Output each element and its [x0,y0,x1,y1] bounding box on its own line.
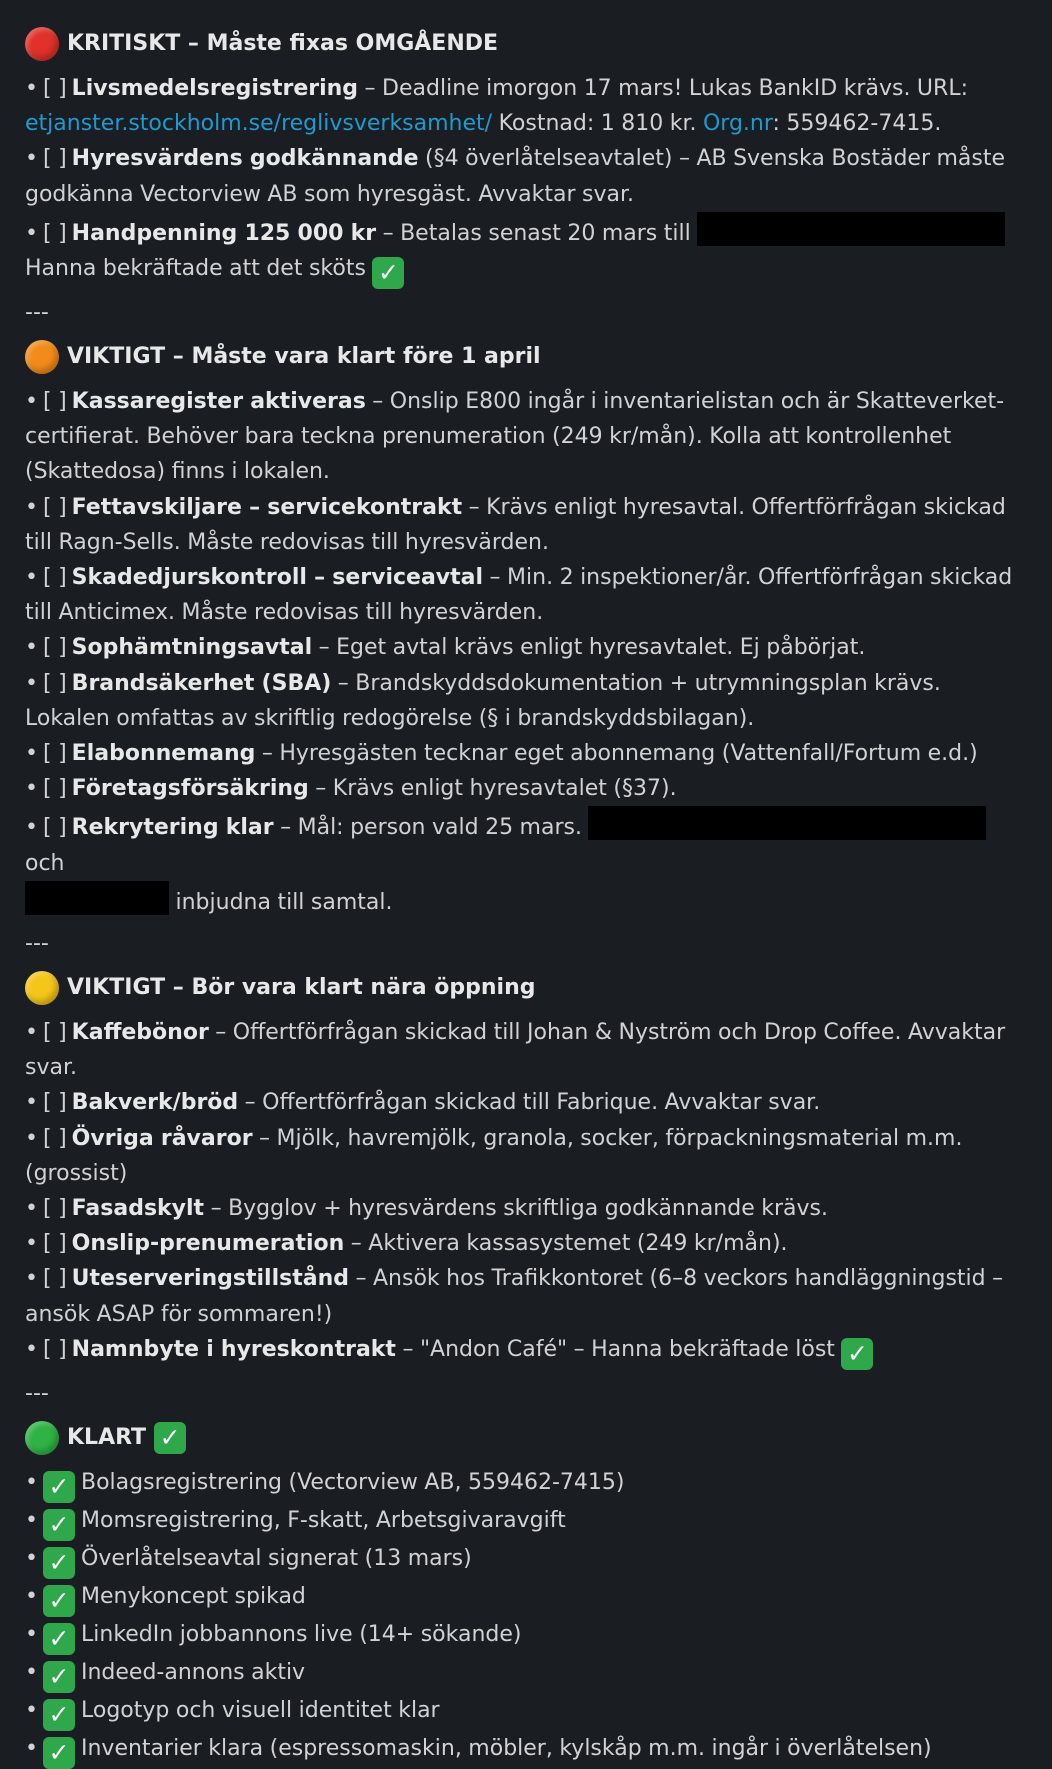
list-item: • [ ] Övriga råvaror – Mjölk, havremjölk, granola, socker, förpackningsmaterial m.m. (grossist) [25,1125,963,1186]
separator: --- [25,931,49,957]
done-list [25,1465,1026,1769]
list-item: • ✓ Menykoncept spikad [25,1583,306,1615]
green-circle-icon [25,1421,59,1455]
list-item: • [ ] Handpenning 125 000 kr – Betalas senast 20 mars till Hanna bekräftade att det sköts ✓ [25,212,1026,289]
section-title: VIKTIGT – Bör vara klart nära öppning [67,975,536,1001]
check-mark-icon: ✓ [841,1338,873,1370]
list-item: • [ ] Företagsförsäkring – Krävs enligt hyresavtalet (§37). [25,776,677,802]
redacted-block [588,806,986,840]
section-heading-done [25,1418,1026,1458]
check-mark-icon: ✓ [154,1422,186,1454]
check-mark-icon: ✓ [372,257,404,289]
list-item: • [ ] Livsmedelsregistrering – Deadline imorgon 17 mars! Lukas BankID krävs. URL: etjanster.stockholm.se/reglivsverksamhet/ Kostnad: 1 810 kr. Org.nr: 559462-7415. [25,76,968,137]
list-item: • ✓ Bolagsregistrering (Vectorview AB, 559462-7415) [25,1469,625,1501]
list-item: • ✓ Inventarier klara (espressomaskin, möbler, kylskåp m.m. ingår i överlåtelsen) [25,1735,932,1767]
separator: --- [25,1380,49,1406]
section-heading-important [25,337,1026,377]
list-item: • [ ] Kaffebönor – Offertförfrågan skickad till Johan & Nyström och Drop Coffee. Avvaktar svar. [25,1020,1006,1081]
redacted-block [697,212,1005,246]
list-item: • ✓ Indeed-annons aktiv [25,1659,306,1691]
check-mark-icon: ✓ [43,1509,75,1541]
list-item: • [ ] Bakverk/bröd – Offertförfrågan skickad till Fabrique. Avvaktar svar. [25,1090,821,1116]
list-item: • [ ] Sophämtningsavtal – Eget avtal krävs enligt hyresavtalet. Ej påbörjat. [25,635,866,661]
list-item: • [ ] Namnbyte i hyreskontrakt – "Andon Café" – Hanna bekräftade löst ✓ [25,1332,1026,1370]
list-item: • [ ] Fasadskylt – Bygglov + hyresvärdens skriftliga godkännande krävs. [25,1196,828,1222]
list-item: • ✓ Överlåtelseavtal signerat (13 mars) [25,1545,472,1577]
red-circle-icon [25,27,59,61]
list-item: • [ ] Kassaregister aktiveras – Onslip E800 ingår i inventarielistan och är Skatteverket-certifierat. Behöver bara teckna prenumeration (249 kr/mån). Kolla att kontrollenhet (Skattedosa) finns i lokalen. [25,389,1005,485]
section-title: VIKTIGT – Måste vara klart före 1 april [67,344,541,370]
section-heading-critical [25,24,1026,64]
list-item: • [ ] Skadedjurskontroll – serviceavtal – Min. 2 inspektioner/år. Offertförfrågan skickad till Anticimex. Måste redovisas till hyresvärden. [25,565,1013,626]
check-mark-icon: ✓ [43,1623,75,1655]
redacted-block [25,881,169,915]
list-item: • [ ] Hyresvärdens godkännande (§4 överlåtelseavtalet) – AB Svenska Bostäder måste godkänna Vectorview AB som hyresgäst. Avvaktar svar. [25,146,1006,207]
check-mark-icon: ✓ [43,1661,75,1693]
list-item: • [ ] Rekrytering klar – Mål: person vald 25 mars. och inbjudna till samtal. [25,806,1026,920]
org-nr-link[interactable]: Org.nr [702,111,773,137]
list-item: • [ ] Uteserveringstillstånd – Ansök hos Trafikkontoret (6–8 veckors handläggningstid – ansök ASAP för sommaren!) [25,1266,1004,1327]
check-mark-icon: ✓ [43,1471,75,1503]
list-item: • ✓ Momsregistrering, F-skatt, Arbetsgivaravgift [25,1507,566,1539]
yellow-circle-icon [25,971,59,1005]
list-item: • [ ] Onslip-prenumeration – Aktivera kassasystemet (249 kr/mån). [25,1231,788,1257]
list-item: • [ ] Elabonnemang – Hyresgästen tecknar eget abonnemang (Vattenfall/Fortum e.d.) [25,741,978,767]
list-item: • [ ] Brandsäkerhet (SBA) – Brandskyddsdokumentation + utrymningsplan krävs. Lokalen omfattas av skriftlig redogörelse (§ i brandskyddsbilagan). [25,670,941,731]
check-mark-icon: ✓ [43,1699,75,1731]
section-title: KRITISKT – Måste fixas OMGÅENDE [67,31,499,57]
check-mark-icon: ✓ [43,1737,75,1769]
list-item: • ✓ LinkedIn jobbannons live (14+ sökande) [25,1621,522,1653]
section-title: KLART [67,1425,147,1451]
url-link[interactable]: etjanster.stockholm.se/reglivsverksamhet/ [25,111,493,137]
check-mark-icon: ✓ [43,1585,75,1617]
separator: --- [25,300,49,326]
orange-circle-icon [25,340,59,374]
list-item: • ✓ Logotyp och visuell identitet klar [25,1697,440,1729]
section-heading-soon [25,968,1026,1008]
check-mark-icon: ✓ [43,1547,75,1579]
list-item: • [ ] Fettavskiljare – servicekontrakt – Krävs enligt hyresavtal. Offertförfrågan skickad till Ragn-Sells. Måste redovisas till hyresvärden. [25,494,1006,555]
